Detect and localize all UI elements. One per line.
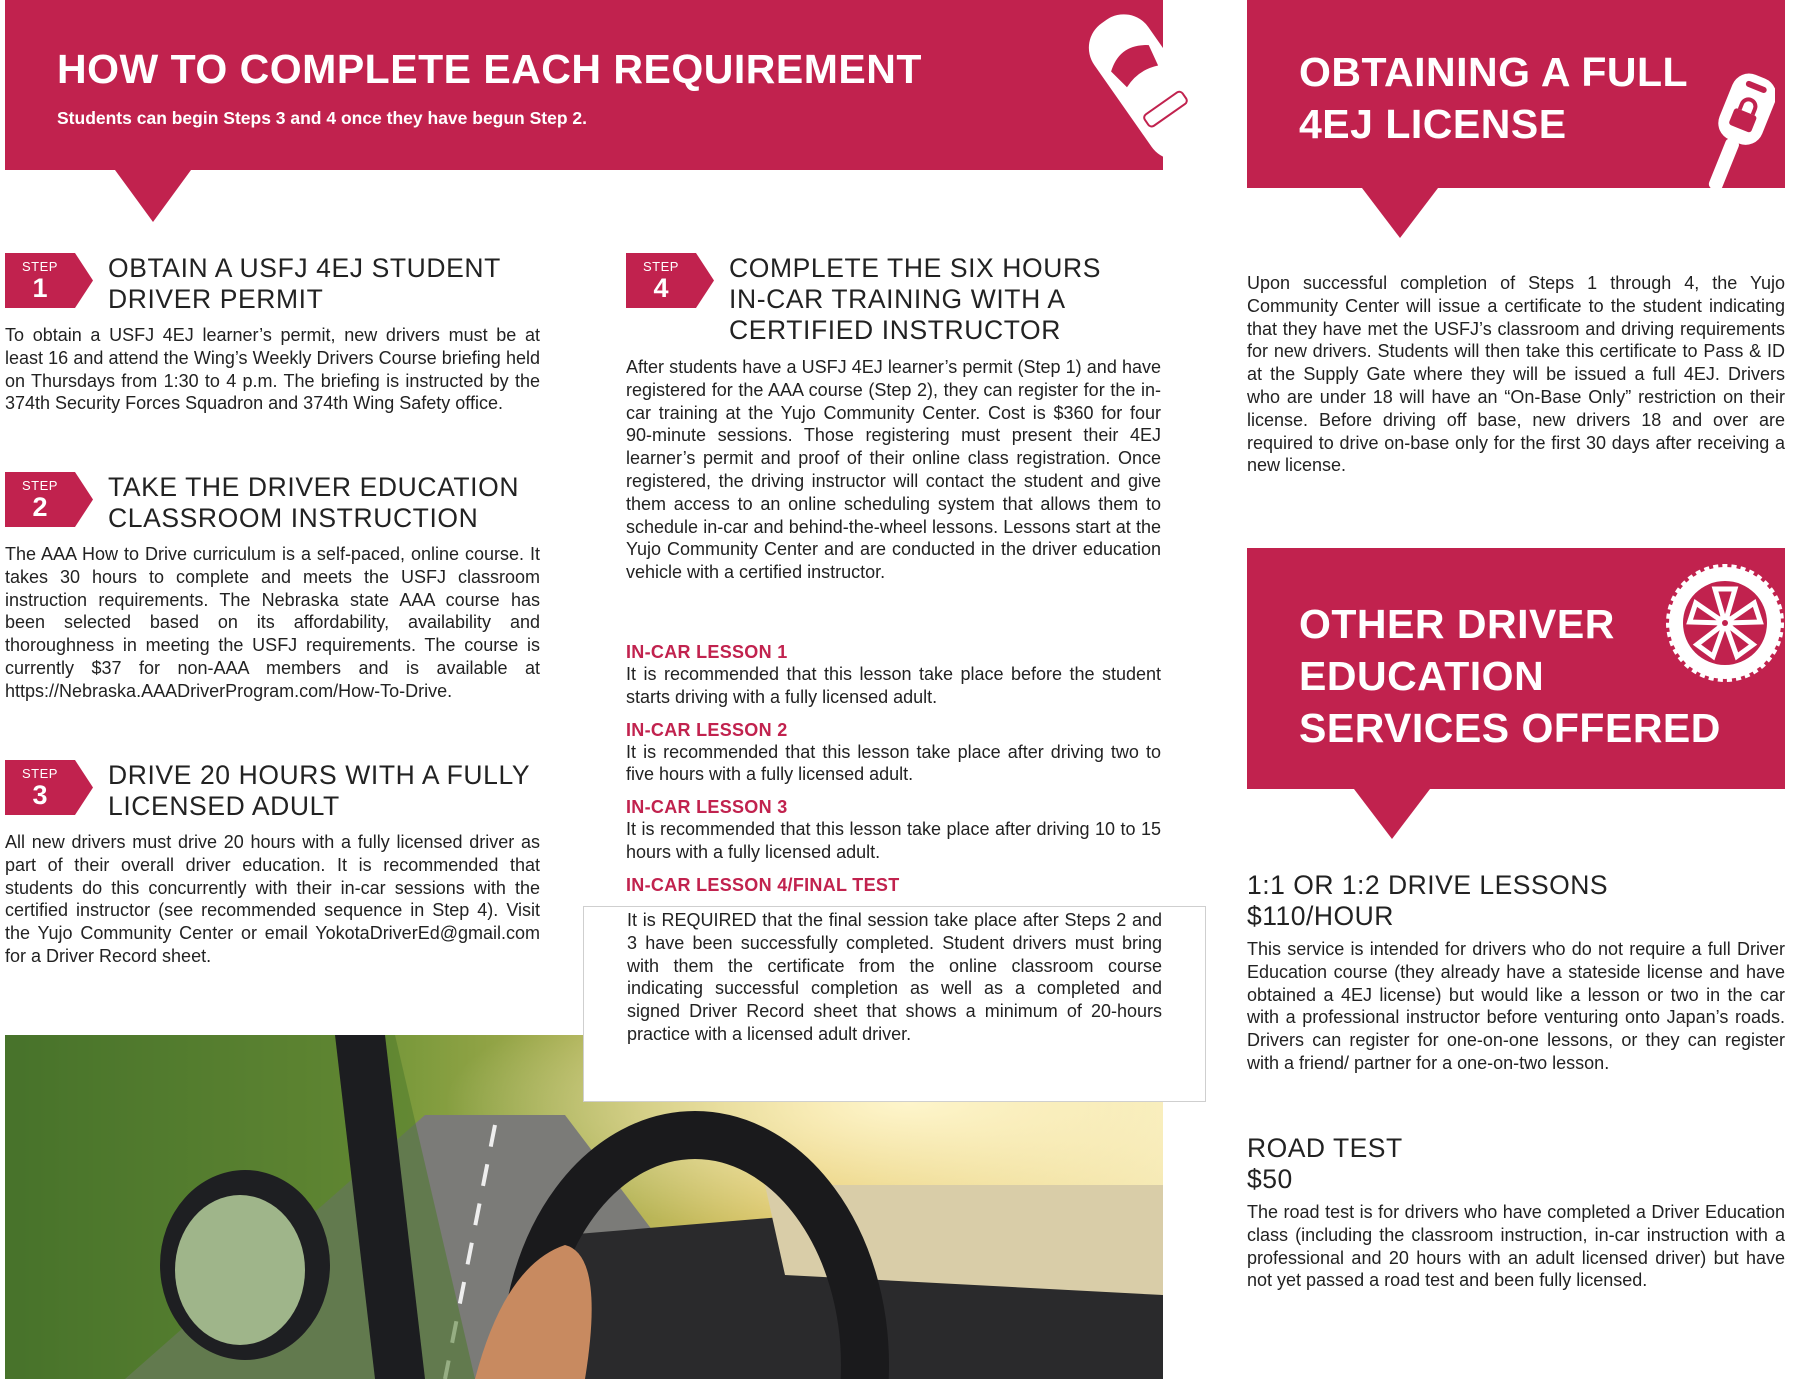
banner-title-line: SERVICES OFFERED — [1299, 705, 1721, 751]
license-body: Upon successful completion of Steps 1 through 4, the Yujo Community Center will issue a certificate to the student indicating that they have met the USFJ’s classroom and driving requirements for new drivers. Students will then take this certificate to Pass & ID at the Supply Gate where they will be issued a full 4EJ. Drivers who are under 18 will have an “On-Base Only” restriction on their license. Before driving off base, new drivers 18 and over are required to drive on-base only for the first 30 days after receiving a new license. — [1247, 273, 1785, 476]
step-label: STEP — [22, 478, 58, 493]
license-banner-title — [1299, 46, 1688, 150]
step-title — [108, 253, 501, 315]
step-title-line: DRIVER PERMIT — [108, 284, 324, 314]
step-number: 4 — [653, 273, 669, 303]
main-banner-subtitle: Students can begin Steps 3 and 4 once they have begun Step 2. — [57, 108, 587, 128]
service-title: ROAD TEST — [1247, 1133, 1403, 1163]
lesson-item — [626, 796, 1161, 864]
service-road-test — [1247, 1133, 1785, 1292]
lesson-body: It is recommended that this lesson take place after driving two to five hours with a fully licensed adult. — [626, 741, 1161, 785]
banner-title-line: EDUCATION — [1299, 653, 1545, 699]
step-badge — [5, 472, 93, 527]
service-body: The road test is for drivers who have completed a Driver Education class (including the classroom instruction, in-car instruction with a professional and 20 hours with an adult licensed driver) but have not yet passed a road test and been fully licensed. — [1247, 1202, 1785, 1291]
step-body: After students have a USFJ 4EJ learner’s permit (Step 1) and have registered for the AAA course (Step 2), they can register for the in-car training at the Yujo Community Center. Cost is $360 for four 90-minute sessions. Those registering must present their 4EJ learner’s permit and proof of their online class registration. Once registered, the driving instructor will contact the student and give them access to an online scheduling system that allows them to schedule in-car and behind-the-wheel lessons. Lessons start at the Yujo Community Center and are conducted in the driver education vehicle with a certified instructor. — [626, 357, 1161, 583]
banner-pointer — [115, 170, 191, 222]
lesson-title: IN-CAR LESSON 3 — [626, 797, 788, 818]
banner-title-line: 4EJ LICENSE — [1299, 101, 1567, 147]
lesson-body: It is recommended that this lesson take place before the student starts driving with a fully licensed adult. — [626, 664, 1161, 707]
lesson-item — [626, 641, 1161, 709]
tire-icon — [1665, 563, 1785, 683]
step-badge — [5, 253, 93, 308]
lesson-title: IN-CAR LESSON 1 — [626, 642, 788, 662]
step-title — [108, 760, 530, 822]
step-title — [108, 472, 519, 534]
lesson-4-card — [583, 906, 1206, 1102]
step-title-line: COMPLETE THE SIX HOURS — [729, 253, 1101, 283]
step-title-line: CERTIFIED INSTRUCTOR — [729, 315, 1061, 345]
in-car-lessons — [626, 641, 1161, 906]
main-banner — [5, 0, 1163, 170]
lesson-body: It is REQUIRED that the final session take place after Steps 2 and 3 have been successfully completed. Student drivers must bring with them the certificate from the online classroom course indicating successful completion as well as a completed and signed Driver Record sheet that shows a minimum of 20-hours practice with a licensed adult driver. — [627, 910, 1162, 1044]
car-key-icon — [1700, 68, 1775, 196]
service-title: 1:1 OR 1:2 DRIVE LESSONS — [1247, 870, 1609, 900]
step-title-line: TAKE THE DRIVER EDUCATION — [108, 472, 520, 502]
main-banner-title: HOW TO COMPLETE EACH REQUIREMENT — [57, 46, 922, 92]
step-body: All new drivers must drive 20 hours with a fully licensed driver as part of their overall driver education. It is recommended that students do this concurrently with their in-car sessions with the certified instructor (see recommended sequence in Step 4). Visit the Yujo Community Center or email YokotaDriverEd@gmail.com for a Driver Record sheet. — [5, 832, 540, 966]
service-price: $110/HOUR — [1247, 901, 1394, 931]
step-title-line: CLASSROOM INSTRUCTION — [108, 503, 479, 533]
lesson-item — [626, 874, 1161, 896]
lesson-title: IN-CAR LESSON 2 — [626, 719, 788, 740]
step-number: 3 — [32, 780, 48, 810]
step-title — [729, 253, 1101, 346]
service-drive-lessons — [1247, 870, 1785, 1075]
step-badge — [626, 253, 714, 308]
lesson-title: IN-CAR LESSON 4/FINAL TEST — [626, 874, 900, 895]
step-body: To obtain a USFJ 4EJ learner’s permit, new drivers must be at least 16 and attend the Wing’s Weekly Drivers Course briefing held on Thursdays from 1:30 to 4 p.m. The briefing is instructed by the 374th Security Forces Squadron and 374th Wing Safety office. — [5, 325, 540, 414]
lesson-body: It is recommended that this lesson take place after driving 10 to 15 hours with a fully licensed adult. — [626, 819, 1161, 862]
other-services-title — [1299, 598, 1721, 754]
banner-pointer — [1362, 188, 1438, 238]
step-number: 1 — [32, 273, 48, 303]
step-label: STEP — [643, 259, 679, 274]
step-title-line: DRIVE 20 HOURS WITH A FULLY — [108, 760, 531, 790]
step-title-line: IN-CAR TRAINING WITH A — [729, 284, 1066, 314]
step-title-line: OBTAIN A USFJ 4EJ STUDENT — [108, 253, 501, 283]
banner-pointer — [1354, 789, 1430, 839]
step-label: STEP — [22, 259, 58, 274]
step-number: 2 — [32, 492, 48, 522]
service-body: This service is intended for drivers who do not require a full Driver Education course (they already have a stateside license and have obtained a 4EJ license) but would like a lesson or two in the car with a professional instructor before venturing onto Japan’s roads. Drivers can register for one-on-one lessons, or they can register with a friend/ partner for a one-on-two lesson. — [1247, 939, 1785, 1073]
lesson-item — [626, 719, 1161, 787]
step-body: The AAA How to Drive curriculum is a self-paced, online course. It takes 30 hours to complete and meets the USFJ classroom instruction requirements. The Nebraska state AAA course has been selected based on its affordability, availability and thoroughness in meeting the USFJ requirements. The course is currently $37 for non-AAA members and is available at https://Nebraska.AAADriverProgram.com/How-To-Drive. — [5, 544, 540, 701]
step-title-line: LICENSED ADULT — [108, 791, 340, 821]
car-top-view-icon — [1065, 12, 1235, 162]
step-badge — [5, 760, 93, 815]
service-price: $50 — [1247, 1164, 1293, 1194]
step-label: STEP — [22, 766, 58, 781]
banner-title-line: OTHER DRIVER — [1299, 601, 1615, 647]
banner-title-line: OBTAINING A FULL — [1299, 49, 1689, 95]
